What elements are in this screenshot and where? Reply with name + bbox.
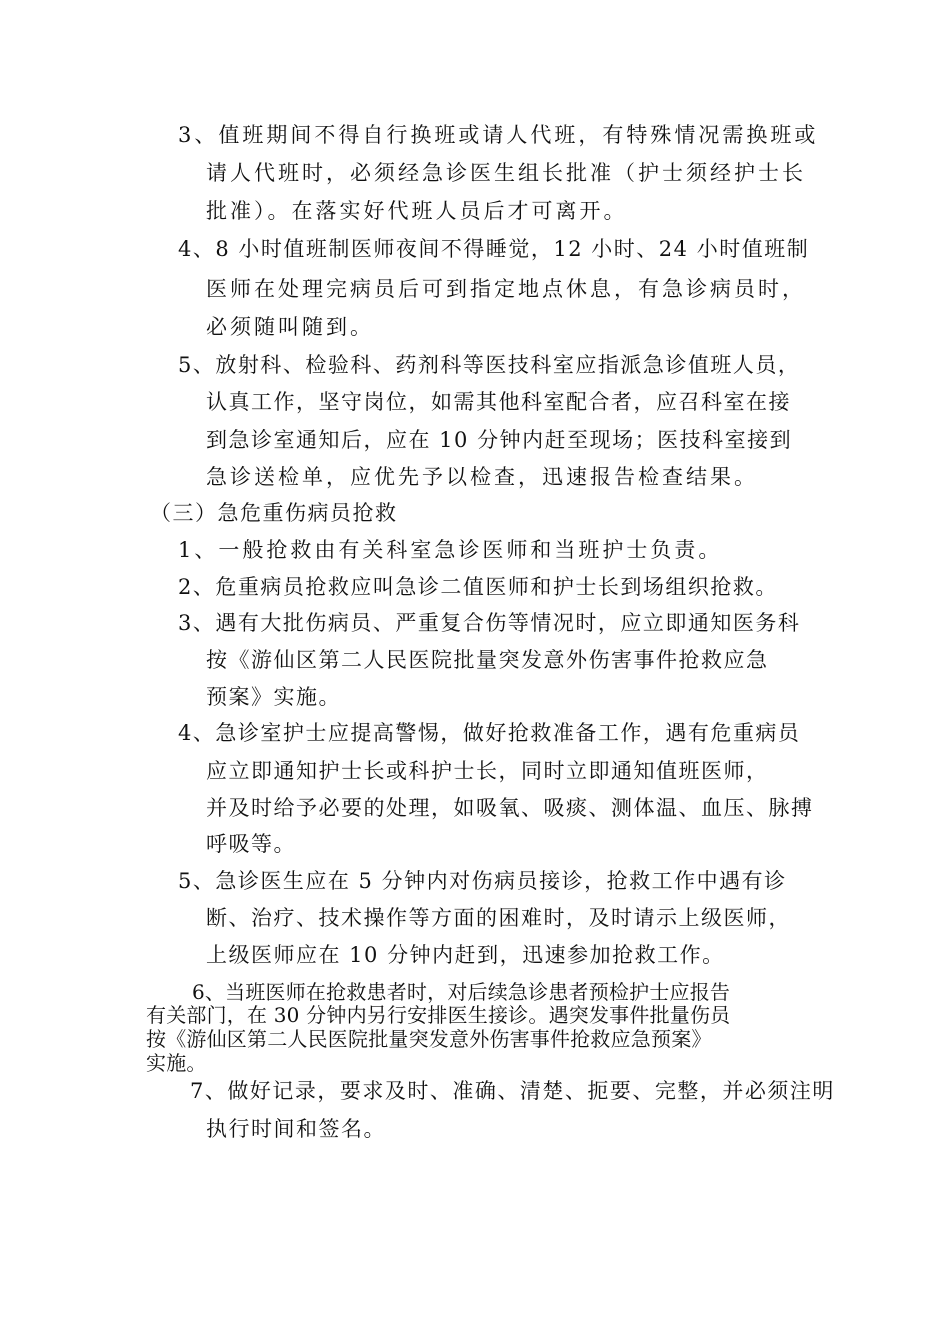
- text-line: 并及时给予必要的处理，如吸氧、吸痰、测体温、血压、脉搏: [206, 796, 814, 820]
- text-line: 有关部门，在 30 分钟内另行安排医生接诊。遇突发事件批量伤员: [146, 1003, 731, 1027]
- text-line: 5、急诊医生应在 5 分钟内对伤病员接诊，抢救工作中遇有诊: [178, 869, 787, 893]
- text-line: 批准）。在落实好代班人员后才可离开。: [206, 199, 628, 223]
- text-line: 4、急诊室护士应提高警惕，做好抢救准备工作，遇有危重病员: [178, 721, 801, 745]
- text-line: 6、当班医师在抢救患者时，对后续急诊患者预检护士应报告: [192, 980, 731, 1004]
- text-line: 上级医师应在 10 分钟内赶到，迅速参加抢救工作。: [206, 943, 725, 967]
- text-line: 医师在处理完病员后可到指定地点休息，有急诊病员时，: [206, 277, 806, 301]
- text-line: 急诊送检单，应优先予以检查，迅速报告检查结果。: [206, 465, 758, 489]
- text-line: 预案》实施。: [206, 685, 341, 709]
- text-line: 断、治疗、技术操作等方面的困难时，及时请示上级医师，: [206, 906, 791, 930]
- text-line: 按《游仙区第二人民医院批量突发意外伤害事件抢救应急预案》: [146, 1027, 712, 1051]
- text-line: 1、一般抢救由有关科室急诊医师和当班护士负责。: [178, 538, 723, 562]
- text-line: 4、8 小时值班制医师夜间不得睡觉，12 小时、24 小时值班制: [178, 237, 810, 261]
- text-line: 3、遇有大批伤病员、严重复合伤等情况时，应立即通知医务科: [178, 611, 801, 635]
- text-line: 2、危重病员抢救应叫急诊二值医师和护士长到场组织抢救。: [178, 575, 778, 599]
- text-line: 请人代班时，必须经急诊医生组长批准（护士须经护士长: [206, 161, 806, 185]
- text-line: 应立即通知护士长或科护士长，同时立即通知值班医师，: [206, 759, 769, 783]
- text-line: 5、放射科、检验科、药剂科等医技科室应指派急诊值班人员，: [178, 353, 801, 377]
- section-heading: （三）急危重伤病员抢救: [150, 501, 398, 525]
- text-line: 3、值班期间不得自行换班或请人代班，有特殊情况需换班或: [178, 123, 819, 147]
- text-line: 认真工作，坚守岗位，如需其他科室配合者，应召科室在接: [206, 390, 791, 414]
- text-line: 执行时间和签名。: [206, 1117, 386, 1141]
- text-line: 7、做好记录，要求及时、准确、清楚、扼要、完整，并必须注明: [190, 1079, 835, 1103]
- text-line: 按《游仙区第二人民医院批量突发意外伤害事件抢救应急: [206, 648, 769, 672]
- text-line: 实施。: [146, 1051, 207, 1075]
- text-line: 呼吸等。: [206, 832, 296, 856]
- text-line: 到急诊室通知后，应在 10 分钟内赶至现场；医技科室接到: [206, 428, 793, 452]
- text-line: 必须随叫随到。: [206, 315, 374, 339]
